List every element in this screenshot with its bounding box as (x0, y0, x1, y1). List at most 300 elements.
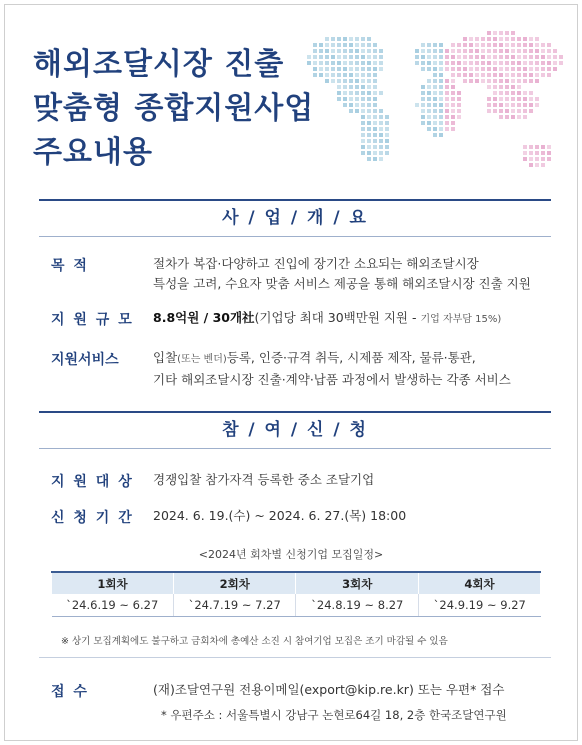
map-dot (487, 103, 491, 107)
map-dot (427, 67, 431, 71)
map-dot (547, 67, 551, 71)
map-dot (445, 61, 449, 65)
map-dot (457, 91, 461, 95)
map-dot (463, 61, 467, 65)
map-dot (445, 67, 449, 71)
map-dot (469, 37, 473, 41)
map-dot (325, 61, 329, 65)
service-bid: 입찰 (153, 350, 178, 365)
map-dot (499, 79, 503, 83)
map-dot (325, 55, 329, 59)
map-dot (355, 85, 359, 89)
map-dot (361, 61, 365, 65)
map-dot (355, 49, 359, 53)
map-dot (421, 115, 425, 119)
map-dot (445, 55, 449, 59)
map-dot (475, 79, 479, 83)
map-dot (367, 139, 371, 143)
map-dot (517, 67, 521, 71)
map-dot (325, 49, 329, 53)
map-dot (517, 61, 521, 65)
map-dot (451, 49, 455, 53)
map-dot (499, 49, 503, 53)
map-dot (427, 43, 431, 47)
map-dot (319, 55, 323, 59)
map-dot (319, 61, 323, 65)
map-dot (511, 61, 515, 65)
map-dot (541, 151, 545, 155)
map-dot (415, 103, 419, 107)
map-dot (535, 103, 539, 107)
map-dot (463, 73, 467, 77)
map-dot (343, 73, 347, 77)
schedule-header: 2회차 (173, 572, 296, 594)
map-dot (487, 49, 491, 53)
map-dot (421, 109, 425, 113)
map-dot (457, 49, 461, 53)
schedule-date: `24.9.19 ~ 9.27 (419, 594, 541, 616)
map-dot (361, 151, 365, 155)
map-dot (535, 163, 539, 167)
map-dot (457, 103, 461, 107)
map-dot (457, 43, 461, 47)
map-dot (379, 121, 383, 125)
map-dot (463, 43, 467, 47)
service-vendor: (또는 벤더) (177, 354, 227, 365)
map-dot (433, 85, 437, 89)
map-dot (523, 115, 527, 119)
map-dot (517, 73, 521, 77)
map-dot (361, 121, 365, 125)
target-label: 지 원 대 상 (51, 474, 134, 490)
map-dot (529, 43, 533, 47)
map-dot (529, 97, 533, 101)
map-dot (493, 73, 497, 77)
map-dot (433, 67, 437, 71)
map-dot (541, 49, 545, 53)
map-dot (517, 55, 521, 59)
map-dot (331, 43, 335, 47)
map-dot (547, 43, 551, 47)
map-dot (379, 91, 383, 95)
map-dot (511, 85, 515, 89)
map-dot (445, 49, 449, 53)
map-dot (349, 55, 353, 59)
schedule-date: `24.6.19 ~ 6.27 (52, 594, 174, 616)
map-dot (523, 37, 527, 41)
map-dot (421, 85, 425, 89)
map-dot (529, 109, 533, 113)
map-dot (487, 79, 491, 83)
map-dot (445, 85, 449, 89)
schedule-header: 4회차 (419, 572, 541, 594)
map-dot (349, 91, 353, 95)
map-dot (451, 121, 455, 125)
schedule-header: 3회차 (296, 572, 419, 594)
map-dot (355, 103, 359, 107)
map-dot (373, 127, 377, 131)
map-dot (535, 97, 539, 101)
map-dot (523, 67, 527, 71)
map-dot (499, 109, 503, 113)
map-dot (469, 49, 473, 53)
map-dot (319, 49, 323, 53)
map-dot (445, 115, 449, 119)
map-dot (379, 67, 383, 71)
map-dot (355, 43, 359, 47)
map-dot (445, 79, 449, 83)
map-dot (379, 127, 383, 131)
map-dot (325, 43, 329, 47)
map-dot (529, 49, 533, 53)
map-dot (511, 37, 515, 41)
map-dot (349, 37, 353, 41)
map-dot (313, 43, 317, 47)
map-dot (493, 109, 497, 113)
map-dot (427, 127, 431, 131)
map-dot (433, 127, 437, 131)
map-dot (469, 55, 473, 59)
map-dot (451, 115, 455, 119)
map-dot (349, 97, 353, 101)
map-dot (331, 37, 335, 41)
map-dot (415, 55, 419, 59)
map-dot (343, 97, 347, 101)
map-dot (343, 55, 347, 59)
map-dot (361, 91, 365, 95)
map-dot (451, 91, 455, 95)
map-dot (343, 43, 347, 47)
map-dot (547, 157, 551, 161)
map-dot (415, 49, 419, 53)
map-dot (505, 67, 509, 71)
map-dot (487, 61, 491, 65)
map-dot (439, 85, 443, 89)
map-dot (457, 97, 461, 101)
map-dot (487, 73, 491, 77)
map-dot (547, 151, 551, 155)
map-dot (523, 91, 527, 95)
map-dot (343, 61, 347, 65)
map-dot (541, 163, 545, 167)
service-rest: 등록, 인증·규격 취득, 시제품 제작, 물류·통관, 기타 해외조달시장 진출·계약·납품 과정에서 발생하는 각종 서비스 (153, 350, 511, 387)
map-dot (505, 97, 509, 101)
map-dot (493, 67, 497, 71)
map-dot (469, 79, 473, 83)
map-dot (349, 85, 353, 89)
map-dot (373, 139, 377, 143)
map-dot (517, 43, 521, 47)
map-dot (379, 55, 383, 59)
map-dot (361, 109, 365, 113)
map-dot (427, 55, 431, 59)
map-dot (379, 109, 383, 113)
map-dot (361, 103, 365, 107)
map-dot (427, 97, 431, 101)
map-dot (355, 97, 359, 101)
scale-text (153, 308, 501, 330)
map-dot (433, 49, 437, 53)
map-dot (475, 43, 479, 47)
map-dot (439, 127, 443, 131)
scale-detail: (기업당 최대 30백만원 지원 - (254, 310, 421, 325)
map-dot (373, 145, 377, 149)
map-dot (451, 79, 455, 83)
map-dot (439, 61, 443, 65)
map-dot (343, 91, 347, 95)
map-dot (379, 49, 383, 53)
map-dot (499, 85, 503, 89)
map-dot (529, 61, 533, 65)
map-dot (433, 91, 437, 95)
map-dot (517, 115, 521, 119)
map-dot (541, 55, 545, 59)
map-dot (523, 145, 527, 149)
map-dot (547, 55, 551, 59)
map-dot (487, 55, 491, 59)
map-dot (499, 91, 503, 95)
map-dot (535, 43, 539, 47)
map-dot (463, 79, 467, 83)
map-dot (373, 61, 377, 65)
period-label: 신 청 기 간 (51, 510, 134, 526)
map-dot (511, 49, 515, 53)
map-dot (457, 67, 461, 71)
map-dot (523, 103, 527, 107)
map-dot (433, 43, 437, 47)
map-dot (355, 37, 359, 41)
purpose-text: 절차가 복잡·다양하고 진입에 장기간 소요되는 해외조달시장 특성을 고려, 수요자 맞춤 서비스 제공을 통해 해외조달시장 진출 지원 (153, 256, 531, 291)
map-dot (505, 55, 509, 59)
map-dot (499, 115, 503, 119)
map-dot (523, 109, 527, 113)
map-dot (325, 67, 329, 71)
map-dot (343, 79, 347, 83)
map-dot (373, 157, 377, 161)
map-dot (499, 103, 503, 107)
map-dot (337, 85, 341, 89)
page-title: 해외조달시장 진출 맞춤형 종합지원사업 주요내용 (33, 47, 315, 170)
map-dot (421, 61, 425, 65)
map-dot (361, 43, 365, 47)
map-dot (487, 37, 491, 41)
map-dot (487, 43, 491, 47)
map-dot (379, 115, 383, 119)
map-dot (385, 133, 389, 137)
map-dot (451, 73, 455, 77)
map-dot (379, 133, 383, 137)
map-dot (505, 73, 509, 77)
map-dot (379, 157, 383, 161)
map-dot (445, 127, 449, 131)
map-dot (529, 145, 533, 149)
map-dot (373, 97, 377, 101)
map-dot (307, 61, 311, 65)
map-dot (439, 103, 443, 107)
map-dot (493, 61, 497, 65)
map-dot (547, 49, 551, 53)
map-dot (499, 97, 503, 101)
map-dot (337, 67, 341, 71)
map-dot (439, 73, 443, 77)
map-dot (511, 67, 515, 71)
map-dot (475, 73, 479, 77)
map-dot (469, 73, 473, 77)
application-heading: 참 / 여 / 신 / 청 (39, 411, 551, 449)
map-dot (379, 145, 383, 149)
map-dot (379, 61, 383, 65)
service-text (153, 348, 511, 390)
map-dot (379, 151, 383, 155)
map-dot (355, 91, 359, 95)
schedule-table (51, 571, 541, 617)
map-dot (493, 103, 497, 107)
map-dot (529, 79, 533, 83)
schedule-date: `24.7.19 ~ 7.27 (173, 594, 296, 616)
map-dot (445, 97, 449, 101)
map-dot (523, 49, 527, 53)
map-dot (439, 79, 443, 83)
map-dot (343, 85, 347, 89)
map-dot (439, 121, 443, 125)
map-dot (445, 121, 449, 125)
map-dot (361, 133, 365, 137)
map-dot (523, 73, 527, 77)
map-dot (463, 55, 467, 59)
map-dot (541, 43, 545, 47)
map-dot (529, 67, 533, 71)
map-dot (355, 61, 359, 65)
map-dot (451, 97, 455, 101)
world-map-graphic (297, 15, 567, 185)
map-dot (427, 85, 431, 89)
map-dot (475, 49, 479, 53)
map-dot (523, 157, 527, 161)
map-dot (553, 61, 557, 65)
map-dot (505, 115, 509, 119)
map-dot (535, 151, 539, 155)
map-dot (439, 109, 443, 113)
map-dot (451, 103, 455, 107)
map-dot (445, 109, 449, 113)
map-dot (523, 55, 527, 59)
map-dot (505, 91, 509, 95)
map-dot (481, 79, 485, 83)
map-dot (367, 151, 371, 155)
map-dot (469, 43, 473, 47)
map-dot (313, 55, 317, 59)
map-dot (373, 151, 377, 155)
map-dot (493, 91, 497, 95)
map-dot (547, 73, 551, 77)
map-dot (535, 157, 539, 161)
service-label: 지원서비스 (51, 352, 119, 368)
map-dot (361, 145, 365, 149)
map-dot (385, 127, 389, 131)
map-dot (373, 79, 377, 83)
map-dot (517, 103, 521, 107)
map-dot (451, 67, 455, 71)
map-dot (511, 97, 515, 101)
map-dot (493, 55, 497, 59)
map-dot (367, 157, 371, 161)
map-dot (517, 91, 521, 95)
map-dot (427, 121, 431, 125)
map-dot (451, 43, 455, 47)
map-dot (361, 79, 365, 83)
map-dot (367, 133, 371, 137)
map-dot (541, 145, 545, 149)
map-dot (469, 67, 473, 71)
map-dot (367, 61, 371, 65)
map-dot (337, 37, 341, 41)
map-dot (385, 121, 389, 125)
map-dot (517, 49, 521, 53)
map-dot (475, 55, 479, 59)
reception-text: (재)조달연구원 전용이메일(export@kip.re.kr) 또는 우편* 접수 (153, 682, 505, 697)
map-dot (433, 103, 437, 107)
map-dot (511, 109, 515, 113)
map-dot (529, 91, 533, 95)
map-dot (337, 91, 341, 95)
map-dot (325, 73, 329, 77)
map-dot (367, 37, 371, 41)
map-dot (433, 79, 437, 83)
map-dot (439, 67, 443, 71)
map-dot (331, 61, 335, 65)
map-dot (331, 73, 335, 77)
map-dot (325, 79, 329, 83)
map-dot (433, 97, 437, 101)
map-dot (535, 49, 539, 53)
map-dot (361, 49, 365, 53)
map-dot (517, 109, 521, 113)
map-dot (517, 85, 521, 89)
map-dot (523, 43, 527, 47)
map-dot (343, 103, 347, 107)
map-dot (349, 109, 353, 113)
map-dot (331, 55, 335, 59)
map-dot (511, 55, 515, 59)
map-dot (481, 73, 485, 77)
map-dot (421, 43, 425, 47)
map-dot (559, 61, 563, 65)
map-dot (337, 73, 341, 77)
map-dot (367, 55, 371, 59)
map-dot (535, 73, 539, 77)
map-dot (367, 115, 371, 119)
scale-amount: 8.8억원 / 30개社 (153, 310, 255, 325)
map-dot (349, 79, 353, 83)
reception-label: 접 수 (51, 684, 89, 700)
map-dot (493, 49, 497, 53)
map-dot (505, 61, 509, 65)
map-dot (499, 67, 503, 71)
map-dot (451, 127, 455, 131)
map-dot (499, 31, 503, 35)
map-dot (523, 79, 527, 83)
map-dot (463, 49, 467, 53)
map-dot (475, 61, 479, 65)
map-dot (457, 55, 461, 59)
map-dot (523, 97, 527, 101)
map-dot (535, 37, 539, 41)
map-dot (463, 37, 467, 41)
address-text: * 우편주소 : 서울특별시 강남구 논현로64길 18, 2층 한국조달연구원 (161, 708, 507, 722)
map-dot (427, 61, 431, 65)
map-dot (313, 61, 317, 65)
map-dot (421, 103, 425, 107)
